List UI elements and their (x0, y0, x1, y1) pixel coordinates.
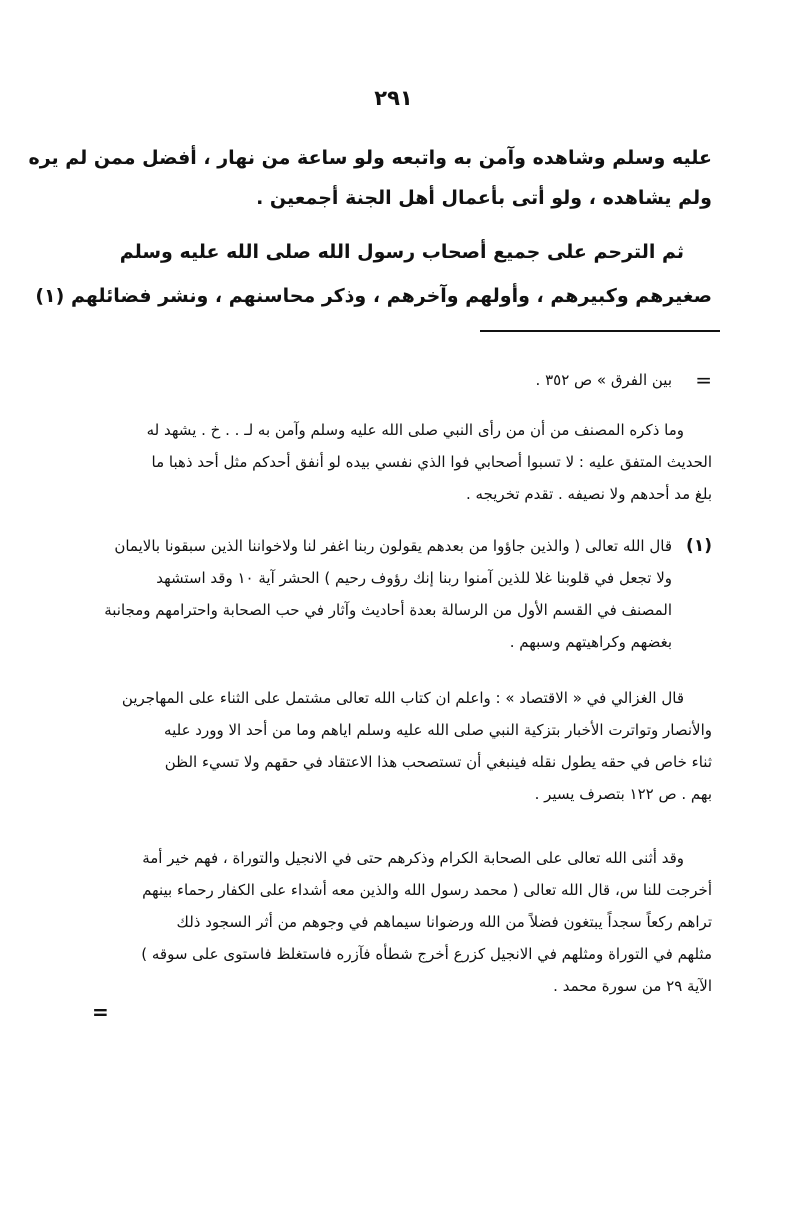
footnote-line: بهم . ص ١٢٢ بتصرف يسير . (534, 785, 712, 803)
footnote-line: بلغ مد أحدهم ولا نصيفه . تقدم تخريجه . (465, 485, 712, 503)
footnote-line: وما ذكره المصنف من أن من رأى النبي صلى الله عليه وسلم وآمن به لـ . . خ . يشهد له (146, 421, 684, 439)
footnote-line: الآية ٢٩ من سورة محمد . (553, 977, 712, 995)
main-line: ثم الترحم على جميع أصحاب رسول الله صلى الله عليه وسلم (119, 241, 684, 263)
footnote-line: تراهم ركعاً سجداً يبتغون فضلاً من الله ورضوانا سيماهم في وجوهم من أثر السجود ذلك (176, 913, 712, 931)
main-line: ولم يشاهده ، ولو أتى بأعمال أهل الجنة أجمعين . (256, 187, 712, 209)
footnote-line: قال الله تعالى ( والذين جاؤوا من بعدهم يقولون ربنا اغفر لنا ولاخواننا الذين سبقونا بالايمان (114, 537, 672, 555)
footnote-paragraph (62, 842, 712, 1002)
footnote-line: قال الغزالي في « الاقتصاد » : واعلم ان كتاب الله تعالى مشتمل على الثناء على المهاجرين (121, 689, 684, 707)
footnote-line: الحديث المتفق عليه : لا تسبوا أصحابي فوا الذي نفسي بيده لو أنفق أحدكم مثل أحد ذهبا ما (151, 453, 712, 471)
footnote-1 (62, 530, 712, 658)
footnote-continuation (62, 364, 712, 396)
footnote-line: أخرجت للنا س، قال الله تعالى ( محمد رسول الله والذين معه أشداء على الكفار رحماء بينهم (142, 881, 712, 899)
footnote-line: ثناء خاص في حقه يطول نقله فينبغي أن تستصحب هذا الاعتقاد في حقهم ولا تسيء الظن (164, 753, 712, 771)
footnote-line: والأنصار وتواترت الأخبار بتزكية النبي صلى الله عليه وسلم اياهم وما من أحد الا وورد عليه (164, 721, 712, 739)
footnote-line: بغضهم وكراهيتهم وسبهم . (509, 633, 672, 651)
footnote-paragraph (62, 682, 712, 810)
footnote-line: مثلهم في التوراة ومثلهم في الانجيل كزرع أخرج شطأه فآزره فاستغلظ فاستوى على سوقه ) (141, 945, 712, 963)
footnote-separator (480, 330, 720, 332)
main-line: عليه وسلم وشاهده وآمن به واتبعه ولو ساعة من نهار ، أفضل ممن لم يره (28, 147, 712, 169)
main-line: صغيرهم وكبيرهم ، وأولهم وآخرهم ، وذكر محاسنهم ، ونشر فضائلهم (١) (35, 285, 712, 307)
page-number: ٢٩١ (374, 86, 413, 110)
main-paragraph-2 (35, 230, 712, 318)
continuation-marker: = (92, 1000, 109, 1024)
footnote-marker: (١) (686, 536, 712, 556)
footnote-line: ولا تجعل في قلوبنا غلا للذين آمنوا ربنا إنك رؤوف رحيم ) الحشر آية ١٠ وقد استشهد (156, 569, 672, 587)
footnote-line: المصنف في القسم الأول من الرسالة بعدة أحاديث وآثار في حب الصحابة واحترامهم ومجانبة (104, 601, 672, 619)
main-paragraph-1 (28, 138, 712, 218)
footnote-line: وقد أثنى الله تعالى على الصحابة الكرام وذكرهم حتى في الانجيل والتوراة ، فهم خير أمة (142, 849, 684, 867)
footnote-line: بين الفرق » ص ٣٥٢ . (535, 371, 672, 389)
continuation-marker: = (695, 368, 712, 392)
footnote-paragraph (62, 414, 712, 510)
